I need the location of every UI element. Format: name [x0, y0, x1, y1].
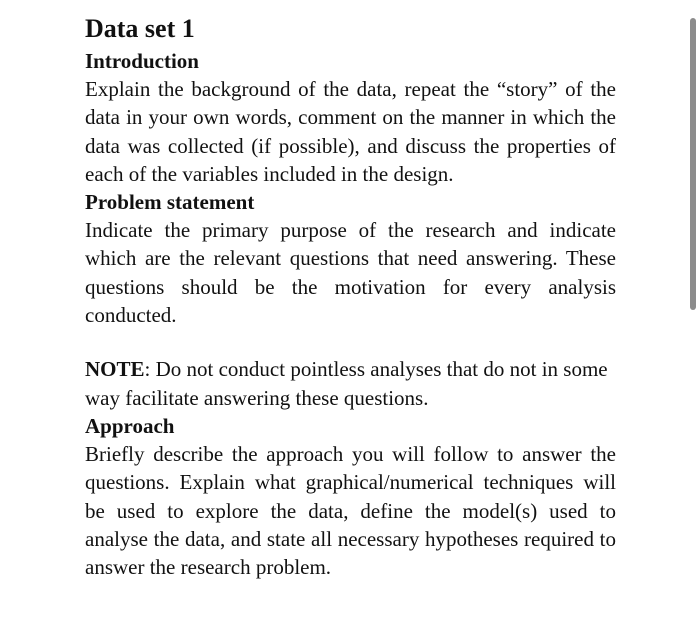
note-label: NOTE [85, 357, 145, 382]
problem-statement-heading: Problem statement [85, 190, 255, 215]
approach-heading: Approach [85, 413, 175, 438]
document-page [85, 12, 616, 581]
problem-statement-text: Indicate the primary purpose of the research and indicate which are the relevant questions that need answering. These questions should be the motivation for every analysis conducted. [85, 218, 616, 328]
note-paragraph [85, 355, 616, 412]
note-text: : Do not conduct pointless analyses that do not in some way facilitate answering these questions. [85, 357, 608, 410]
document-title: Data set 1 [85, 14, 195, 43]
approach-text: Briefly describe the approach you will follow to answer the questions. Explain what graphical/numerical techniques will be used to explore the data, define the model(s) used to analyse the data, and state all necessary hypotheses required to answer the research problem. [85, 441, 616, 580]
introduction-text: Explain the background of the data, repeat the “story” of the data in your own words, comment on the manner in which the data was collected (if possible), and discuss the properties of each of the variables included in the design. [85, 77, 616, 186]
introduction-heading: Introduction [85, 49, 199, 73]
vertical-scrollbar[interactable] [690, 18, 696, 310]
